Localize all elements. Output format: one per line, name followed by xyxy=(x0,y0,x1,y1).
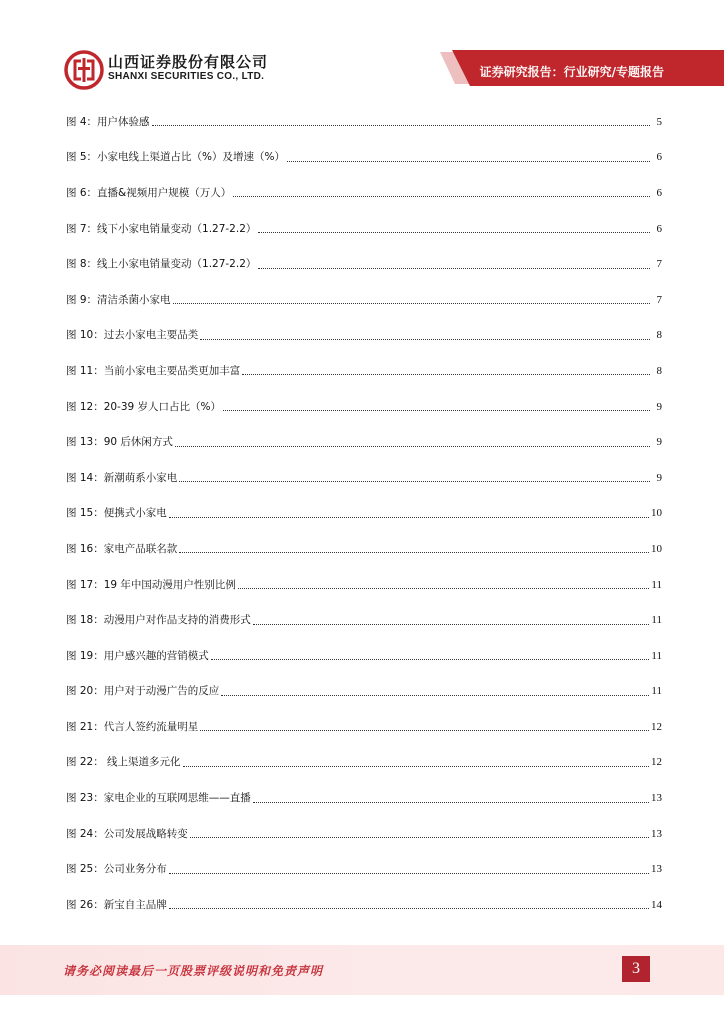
toc-entry-label: 图 25：公司业务分布 xyxy=(66,863,167,876)
toc-entry-page: 9 xyxy=(656,471,662,484)
toc-entry-label: 图 7：线下小家电销量变动（1.27-2.2） xyxy=(66,222,257,235)
toc-entry[interactable] xyxy=(66,389,662,425)
toc-entry[interactable] xyxy=(66,175,662,211)
toc-entry[interactable] xyxy=(66,318,662,354)
dot-leader xyxy=(152,115,650,126)
dot-leader xyxy=(183,756,649,767)
dot-leader xyxy=(238,578,650,589)
toc-entry[interactable] xyxy=(66,674,662,710)
toc-entry-label: 图 11：当前小家电主要品类更加丰富 xyxy=(66,364,241,377)
page-footer xyxy=(0,945,724,995)
page-number: 3 xyxy=(622,956,650,982)
toc-entry[interactable] xyxy=(66,567,662,603)
dot-leader xyxy=(221,685,649,696)
dot-leader xyxy=(223,400,650,411)
dot-leader xyxy=(287,151,650,162)
toc-entry-label: 图 26：新宝自主品牌 xyxy=(66,898,167,911)
toc-entry-page: 10 xyxy=(651,542,662,555)
toc-entry-page: 5 xyxy=(656,115,662,128)
toc-entry[interactable] xyxy=(66,104,662,140)
toc-entry-page: 6 xyxy=(656,186,662,199)
toc-entry-page: 6 xyxy=(656,222,662,235)
toc-entry-label: 图 10：过去小家电主要品类 xyxy=(66,329,199,342)
toc-entry-label: 图 8：线上小家电销量变动（1.27-2.2） xyxy=(66,258,257,271)
company-name-cn: 山西证券股份有限公司 xyxy=(108,53,269,71)
dot-leader xyxy=(258,258,650,269)
dot-leader xyxy=(258,222,650,233)
report-type: 证券研究报告：行业研究/专题报告 xyxy=(479,65,664,79)
toc-entry-page: 9 xyxy=(656,400,662,413)
company-logo-icon xyxy=(64,50,104,90)
toc-entry-label: 图 4：用户体验感 xyxy=(66,115,150,128)
figure-list xyxy=(66,104,662,923)
dot-leader xyxy=(200,720,649,731)
dot-leader xyxy=(169,898,649,909)
toc-entry[interactable] xyxy=(66,353,662,389)
dot-leader xyxy=(233,186,650,197)
toc-entry-label: 图 19：用户感兴趣的营销模式 xyxy=(66,649,209,662)
dot-leader xyxy=(173,293,650,304)
toc-entry-label: 图 9：清洁杀菌小家电 xyxy=(66,293,171,306)
toc-entry-page: 7 xyxy=(656,293,662,306)
dot-leader xyxy=(200,329,650,340)
toc-entry-label: 图 21：代言人签约流量明星 xyxy=(66,720,199,733)
toc-entry[interactable] xyxy=(66,424,662,460)
header-banner xyxy=(0,0,724,100)
toc-entry-page: 13 xyxy=(651,863,662,876)
page-header xyxy=(0,0,724,100)
toc-entry-label: 图 24：公司发展战略转变 xyxy=(66,827,188,840)
toc-entry-label: 图 12：20-39 岁人口占比（%） xyxy=(66,400,222,413)
toc-entry[interactable] xyxy=(66,638,662,674)
toc-entry-page: 8 xyxy=(656,329,662,342)
disclaimer-text: 请务必阅读最后一页股票评级说明和免责声明 xyxy=(63,964,324,978)
toc-entry[interactable] xyxy=(66,496,662,532)
toc-entry[interactable] xyxy=(66,211,662,247)
toc-entry-label: 图 20：用户对于动漫广告的反应 xyxy=(66,685,220,698)
toc-entry[interactable] xyxy=(66,282,662,318)
dot-leader xyxy=(253,614,650,625)
toc-entry-page: 7 xyxy=(656,258,662,271)
dot-leader xyxy=(169,863,649,874)
dot-leader xyxy=(179,471,650,482)
toc-entry-label: 图 6：直播&视频用户规模（万人） xyxy=(66,186,232,199)
toc-entry[interactable] xyxy=(66,460,662,496)
toc-entry-label: 图 22： 线上渠道多元化 xyxy=(66,756,181,769)
toc-entry[interactable] xyxy=(66,531,662,567)
toc-entry-page: 11 xyxy=(651,685,662,698)
toc-entry[interactable] xyxy=(66,140,662,176)
dot-leader xyxy=(242,364,650,375)
toc-entry-page: 11 xyxy=(651,614,662,627)
toc-entry[interactable] xyxy=(66,246,662,282)
toc-entry-page: 12 xyxy=(651,720,662,733)
toc-entry-label: 图 16：家电产品联名款 xyxy=(66,542,178,555)
toc-entry[interactable] xyxy=(66,887,662,923)
toc-entry-page: 13 xyxy=(651,827,662,840)
dot-leader xyxy=(175,436,650,447)
toc-entry-page: 8 xyxy=(656,364,662,377)
toc-entry-label: 图 18：动漫用户对作品支持的消费形式 xyxy=(66,614,251,627)
toc-entry-page: 11 xyxy=(651,649,662,662)
toc-entry-label: 图 14：新潮萌系小家电 xyxy=(66,471,178,484)
dot-leader xyxy=(253,792,649,803)
toc-entry[interactable] xyxy=(66,709,662,745)
toc-entry-label: 图 17：19 年中国动漫用户性别比例 xyxy=(66,578,236,591)
toc-entry[interactable] xyxy=(66,780,662,816)
toc-entry-label: 图 13：90 后休闲方式 xyxy=(66,436,173,449)
toc-entry[interactable] xyxy=(66,851,662,887)
toc-entry-page: 12 xyxy=(651,756,662,769)
toc-entry-page: 13 xyxy=(651,792,662,805)
dot-leader xyxy=(190,827,649,838)
toc-entry-page: 11 xyxy=(651,578,662,591)
toc-entry-page: 10 xyxy=(651,507,662,520)
dot-leader xyxy=(169,507,649,518)
toc-entry-page: 9 xyxy=(656,436,662,449)
toc-entry-label: 图 15：便携式小家电 xyxy=(66,507,167,520)
company-name-en: SHANXI SECURITIES CO., LTD. xyxy=(108,71,265,82)
toc-entry[interactable] xyxy=(66,602,662,638)
dot-leader xyxy=(211,649,650,660)
dot-leader xyxy=(179,542,649,553)
toc-entry[interactable] xyxy=(66,816,662,852)
toc-entry-page: 6 xyxy=(656,151,662,164)
toc-entry-page: 14 xyxy=(651,898,662,911)
toc-entry[interactable] xyxy=(66,745,662,781)
toc-entry-label: 图 23：家电企业的互联网思维——直播 xyxy=(66,792,251,805)
toc-entry-label: 图 5：小家电线上渠道占比（%）及增速（%） xyxy=(66,151,285,164)
